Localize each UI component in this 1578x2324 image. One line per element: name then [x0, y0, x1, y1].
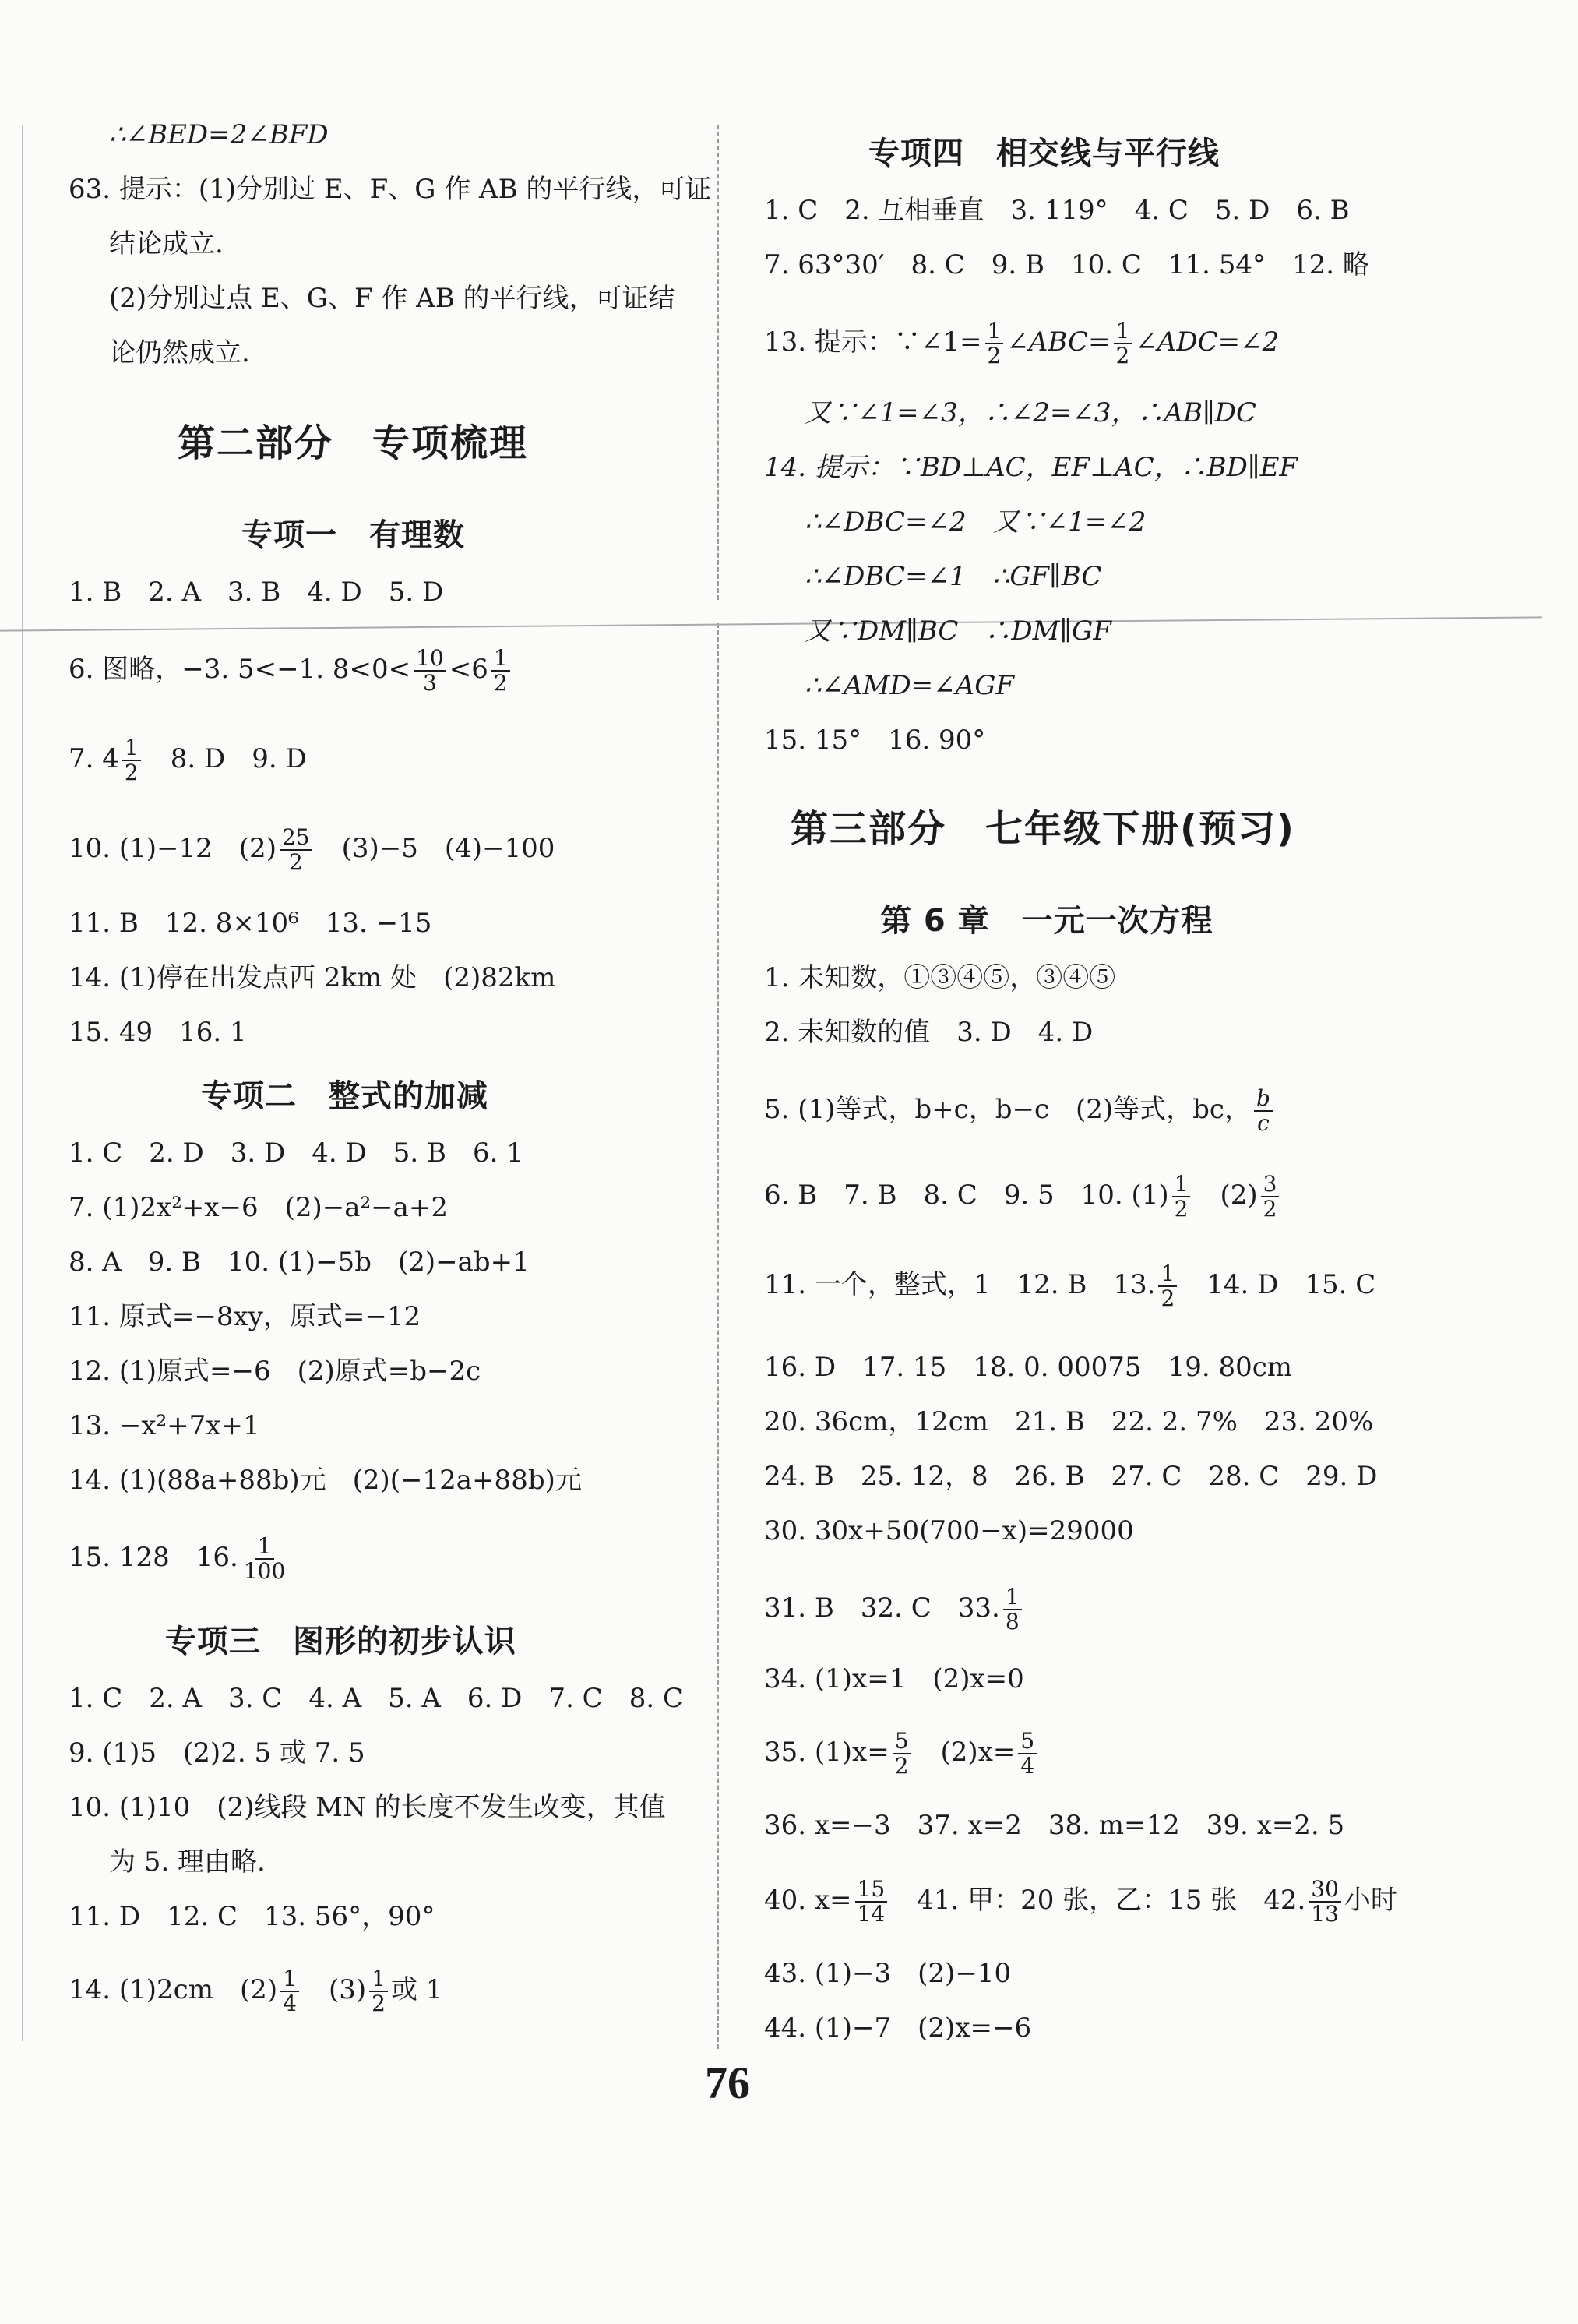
c-row5-text: 5. (1)等式，b+c，b−c (2)等式，bc， — [764, 1094, 1251, 1125]
s3-row14-text-b: (3) — [328, 1974, 367, 2005]
c-row6 — [764, 1173, 1282, 1221]
fraction-num: 1 — [1003, 1585, 1022, 1610]
fraction-den: 2 — [1263, 1196, 1277, 1222]
fraction — [1114, 319, 1132, 368]
answer-63-line4: 论仍然成立. — [109, 337, 250, 369]
fraction-num: 1 — [369, 1967, 388, 1992]
answer-63-line2: 结论成立. — [109, 228, 224, 259]
c-row36: 36. x=−3 37. x=2 38. m=12 39. x=2. 5 — [764, 1810, 1345, 1841]
s1-row10-text-b: (3)−5 (4)−100 — [341, 833, 555, 864]
s2-row13: 13. −x²+7x+1 — [69, 1410, 260, 1441]
fraction-num: 1 — [1114, 319, 1132, 344]
part3-heading: 第三部分 七年级下册(预习) — [791, 807, 1295, 851]
section4-heading: 专项四 相交线与平行线 — [868, 136, 1220, 171]
fraction — [1172, 1173, 1191, 1221]
fraction-den: 2 — [288, 849, 303, 875]
c-row6-text-a: 6. B 7. B 8. C 9. 5 10. (1) — [764, 1180, 1169, 1211]
s3-row14-text-a: 14. (1)2cm (2) — [69, 1974, 278, 2005]
fraction — [1003, 1585, 1022, 1634]
s1-row15: 15. 49 16. 1 — [69, 1017, 247, 1048]
c-row11 — [764, 1262, 1375, 1310]
fraction — [985, 319, 1004, 368]
s2-row8: 8. A 9. B 10. (1)−5b (2)−ab+1 — [69, 1247, 530, 1278]
fraction-num: 1 — [280, 1967, 299, 1992]
fraction — [280, 826, 312, 874]
s1-row1: 1. B 2. A 3. B 4. D 5. D — [69, 577, 444, 608]
s2-row7: 7. (1)2x²+x−6 (2)−a²−a+2 — [69, 1192, 449, 1223]
fraction-den: c — [1257, 1110, 1270, 1136]
fraction-num: 10 — [414, 647, 446, 672]
c-row44: 44. (1)−7 (2)x=−6 — [764, 2012, 1032, 2044]
c-row40-text-c: 小时 — [1344, 1885, 1397, 1916]
s1-row11: 11. B 12. 8×10⁶ 13. −15 — [69, 908, 432, 939]
fraction — [280, 1967, 299, 2015]
s3-row14-text-c: 或 1 — [390, 1974, 443, 2005]
s1-row14: 14. (1)停在出发点西 2km 处 (2)82km — [69, 962, 556, 993]
fraction — [1158, 1262, 1177, 1310]
s4-row1: 1. C 2. 互相垂直 3. 119° 4. C 5. D 6. B — [764, 195, 1350, 226]
left-margin-line — [22, 125, 23, 2041]
s3-row14 — [69, 1967, 442, 2015]
fraction-den: 8 — [1005, 1609, 1020, 1635]
column-divider-lower — [717, 623, 719, 2049]
c-row24: 24. B 25. 12，8 26. B 27. C 28. C 29. D — [764, 1461, 1378, 1492]
c-row31 — [764, 1585, 1025, 1634]
fold-line — [0, 616, 1542, 631]
s2-row1: 1. C 2. D 3. D 4. D 5. B 6. 1 — [69, 1137, 523, 1169]
page-number: 76 — [705, 2058, 750, 2108]
s2-row15-text: 15. 128 16. — [69, 1542, 238, 1573]
section3-heading: 专项三 图形的初步认识 — [165, 1624, 516, 1659]
s3-row9: 9. (1)5 (2)2. 5 或 7. 5 — [69, 1737, 365, 1769]
part2-heading: 第二部分 专项梳理 — [178, 421, 529, 465]
s1-row6-text-b: <6 — [449, 654, 488, 685]
fraction — [1261, 1173, 1280, 1221]
c-row43: 43. (1)−3 (2)−10 — [764, 1958, 1012, 1989]
fraction-den: 3 — [422, 670, 437, 696]
s4-row14b: ∴∠DBC=∠2 又∵∠1=∠2 — [805, 506, 1147, 538]
fraction-num: 1 — [491, 647, 510, 672]
s4-row7: 7. 63°30′ 8. C 9. B 10. C 11. 54° 12. 略 — [764, 249, 1369, 280]
fraction-den: 2 — [1174, 1196, 1189, 1222]
c-row40 — [764, 1878, 1397, 1926]
fraction — [893, 1730, 911, 1778]
c-row1: 1. 未知数，①③④⑤，③④⑤ — [764, 962, 1116, 993]
s4-row15: 15. 15° 16. 90° — [764, 725, 986, 756]
fraction-num: 5 — [893, 1730, 911, 1754]
fraction-den: 14 — [857, 1901, 886, 1927]
fraction — [1309, 1878, 1341, 1926]
fraction-den: 4 — [283, 1991, 297, 2016]
s4-row14d: 又∵DM∥BC ∴DM∥GF — [805, 615, 1111, 647]
s1-row6 — [69, 647, 513, 695]
fraction — [1254, 1087, 1273, 1135]
fraction-num: 1 — [122, 736, 141, 761]
s4-row13-text-a: 13. 提示：∵∠1= — [764, 326, 982, 358]
fraction-den: 2 — [1115, 343, 1130, 369]
fraction-num: 1 — [1172, 1173, 1191, 1197]
section1-heading: 专项一 有理数 — [241, 517, 465, 553]
fraction-den: 2 — [987, 343, 1002, 369]
fraction-num: b — [1254, 1087, 1273, 1112]
s1-row6-text-a: 6. 图略，−3. 5<−1. 8<0< — [69, 654, 411, 685]
s4-row14c: ∴∠DBC=∠1 ∴GF∥BC — [805, 561, 1102, 592]
s2-row15 — [69, 1535, 291, 1583]
fraction — [414, 647, 446, 695]
answer-63-line3: (2)分别过点 E、G、F 作 AB 的平行线，可证结 — [109, 283, 675, 314]
fraction — [491, 647, 510, 695]
fraction-den: 13 — [1311, 1901, 1339, 1927]
c-row2: 2. 未知数的值 3. D 4. D — [764, 1017, 1094, 1048]
s3-row1: 1. C 2. A 3. C 4. A 5. A 6. D 7. C 8. C — [69, 1683, 683, 1714]
s3-row11: 11. D 12. C 13. 56°，90° — [69, 1901, 435, 1932]
fraction-num: 3 — [1261, 1173, 1280, 1197]
s4-row13-text-b: ∠ABC= — [1006, 326, 1111, 358]
c-row11-text-a: 11. 一个，整式，1 12. B 13. — [764, 1269, 1156, 1300]
s1-row7-text-a: 7. 4 — [69, 743, 119, 774]
fraction — [369, 1967, 388, 2015]
fraction — [241, 1535, 287, 1583]
c-row5 — [764, 1087, 1276, 1135]
chapter6-heading: 第 6 章 一元一次方程 — [880, 903, 1213, 939]
fraction — [855, 1878, 888, 1926]
s1-row7 — [69, 736, 307, 785]
s4-row13d: 又∵∠1=∠3，∴∠2=∠3，∴AB∥DC — [805, 397, 1256, 428]
fraction-num: 15 — [855, 1878, 888, 1903]
c-row31-text: 31. B 32. C 33. — [764, 1592, 1000, 1624]
c-row11-text-b: 14. D 15. C — [1206, 1269, 1376, 1300]
fraction-den: 2 — [493, 670, 508, 696]
s2-row11: 11. 原式=−8xy，原式=−12 — [69, 1301, 421, 1332]
s2-row12: 12. (1)原式=−6 (2)原式=b−2c — [69, 1356, 481, 1387]
c-row40-text-b: 41. 甲：20 张，乙：15 张 42. — [917, 1885, 1306, 1916]
c-row34: 34. (1)x=1 (2)x=0 — [764, 1663, 1024, 1695]
s1-row7-text-b: 8. D 9. D — [170, 743, 307, 774]
answer-63-line1: 63. 提示：(1)分别过 E、F、G 作 AB 的平行线，可证 — [69, 174, 712, 205]
s1-row10 — [69, 826, 555, 874]
fraction-num: 25 — [280, 826, 312, 851]
s3-row10b: 为 5. 理由略. — [109, 1846, 266, 1878]
c-row40-text-a: 40. x= — [764, 1885, 852, 1916]
s1-row10-text-a: 10. (1)−12 (2) — [69, 833, 277, 864]
fraction-den: 100 — [243, 1558, 286, 1584]
s4-row14a: 14. 提示：∵BD⊥AC，EF⊥AC，∴BD∥EF — [764, 452, 1298, 483]
fraction — [122, 736, 141, 785]
fraction-num: 5 — [1018, 1730, 1037, 1754]
s4-row13 — [764, 319, 1279, 368]
s2-row14: 14. (1)(88a+88b)元 (2)(−12a+88b)元 — [69, 1465, 582, 1496]
fraction-num: 30 — [1309, 1878, 1341, 1903]
c-row35 — [764, 1730, 1040, 1778]
fraction — [1018, 1730, 1037, 1778]
column-divider-upper — [717, 125, 719, 600]
fraction-den: 4 — [1020, 1753, 1035, 1779]
c-row20: 20. 36cm，12cm 21. B 22. 2. 7% 23. 20% — [764, 1406, 1374, 1437]
fraction-den: 2 — [1161, 1285, 1175, 1311]
c-row16: 16. D 17. 15 18. 0. 00075 19. 80cm — [764, 1352, 1292, 1383]
text-line: ∴∠BED=2∠BFD — [109, 119, 329, 150]
fraction-num: 1 — [255, 1535, 274, 1560]
fraction-den: 2 — [372, 1991, 386, 2016]
s4-row13-text-c: ∠ADC=∠2 — [1135, 326, 1280, 358]
s3-row10a: 10. (1)10 (2)线段 MN 的长度不发生改变，其值 — [69, 1792, 666, 1823]
fraction-den: 2 — [124, 760, 139, 785]
c-row35-text-b: (2)x= — [940, 1737, 1016, 1768]
fraction-num: 1 — [985, 319, 1004, 344]
fraction-num: 1 — [1158, 1262, 1177, 1287]
fraction-den: 2 — [894, 1753, 909, 1779]
c-row6-text-b: (2) — [1220, 1180, 1258, 1211]
c-row30: 30. 30x+50(700−x)=29000 — [764, 1515, 1134, 1546]
c-row35-text-a: 35. (1)x= — [764, 1737, 889, 1768]
s4-row14e: ∴∠AMD=∠AGF — [805, 670, 1015, 701]
section2-heading: 专项二 整式的加减 — [201, 1078, 488, 1114]
